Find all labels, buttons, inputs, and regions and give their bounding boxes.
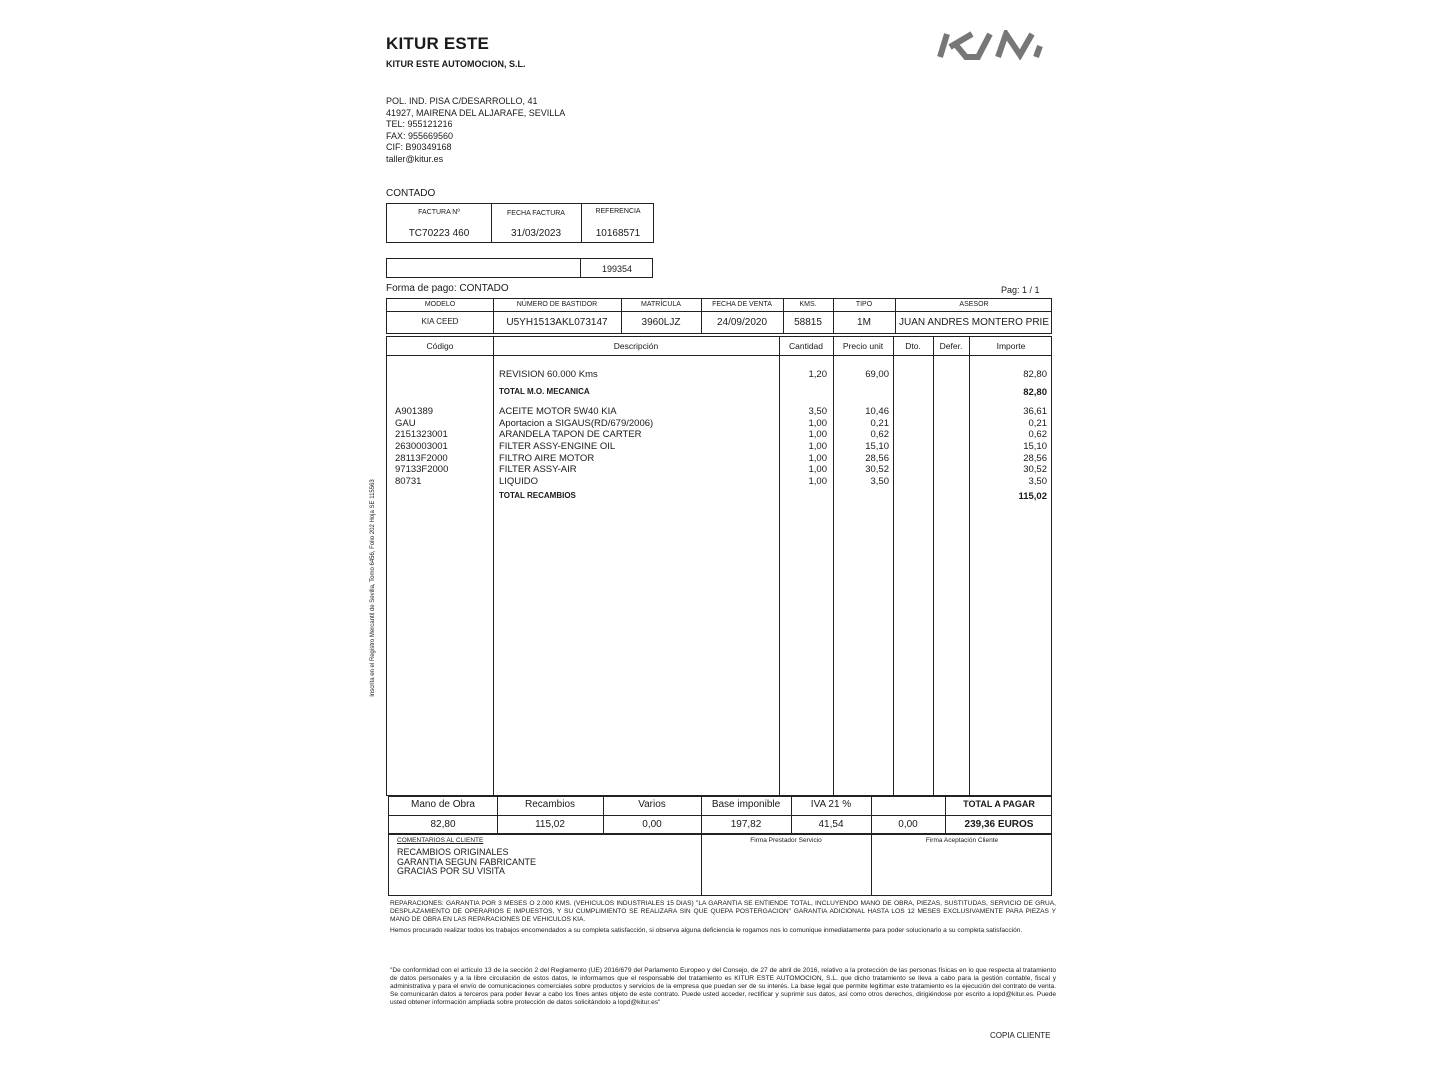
vehicle-header: TIPO [855, 301, 873, 308]
line-cell: 82,80 [1023, 387, 1047, 398]
line-cell: FILTER ASSY-AIR [499, 464, 577, 475]
totals-header: Base imponible [711, 799, 781, 810]
payment-type-label: CONTADO [386, 188, 436, 199]
invoice-header-box [386, 203, 654, 243]
company-name: KITUR ESTE [386, 34, 490, 53]
line-cell: LIQUIDO [499, 476, 539, 487]
vehicle-value: 1M [857, 317, 871, 328]
vehicle-header: FECHA DE VENTA [712, 301, 772, 308]
referencia-value: 10168571 [595, 228, 641, 239]
comment-line: RECAMBIOS ORIGINALES [397, 847, 509, 857]
line-cell: 69,00 [865, 369, 889, 380]
totals-header: IVA 21 % [810, 799, 852, 810]
line-cell: 1,00 [808, 441, 827, 452]
address-line: FAX: 955669560 [386, 130, 454, 141]
totals-header: Recambios [524, 799, 576, 810]
vehicle-header: KMS. [799, 301, 817, 308]
line-cell: 3,50 [808, 406, 827, 417]
comment-line: GRACIAS POR SU VISITA [397, 866, 505, 876]
kia-logo-icon [932, 30, 1048, 60]
line-cell: 2151323001 [395, 429, 448, 440]
vehicle-value: U5YH1513AKL073147 [506, 317, 608, 328]
comments-box [388, 834, 1052, 896]
line-cell: 2630003001 [395, 441, 448, 452]
vehicle-value: KIA CEED [421, 317, 459, 326]
factura-label: FACTURA Nº [418, 209, 460, 216]
company-address [386, 96, 565, 166]
registry-sidebar-text: Inscrita en el Registro Mercantil de Sevilla, Tomo 6456, Folio 202 Hoja SE 115563 [370, 479, 376, 697]
comment-line: GARANTIA SEGUN FABRICANTE [397, 856, 537, 867]
vehicle-value: JUAN ANDRES MONTERO PRIE [898, 317, 1050, 328]
line-cell: TOTAL RECAMBIOS [499, 491, 576, 500]
firma-cliente-label: Firma Aceptación Cliente [925, 837, 999, 844]
line-cell: Aportacion a SIGAUS(RD/679/2006) [499, 418, 654, 429]
totals-header: Mano de Obra [411, 799, 475, 810]
line-cell: 97133F2000 [395, 464, 449, 475]
line-cell: 1,00 [808, 464, 827, 475]
line-header: Defer. [939, 341, 963, 351]
forma-de-pago: Forma de pago: CONTADO [386, 283, 509, 294]
company-legal-name: KITUR ESTE AUTOMOCION, S.L. [386, 59, 526, 69]
comments-label: COMENTARIOS AL CLIENTE [397, 837, 484, 844]
firma-prestador-label: Firma Prestador Servicio [750, 837, 822, 844]
line-cell: 0,62 [870, 429, 889, 440]
line-cell: 10,46 [865, 406, 889, 417]
vehicle-value: 24/09/2020 [716, 317, 768, 328]
totals-value: 82,80 [430, 819, 456, 830]
totals-value: 0,00 [642, 819, 662, 830]
line-header: Dto. [905, 341, 921, 351]
fecha-value: 31/03/2023 [510, 228, 562, 239]
address-line: POL. IND. PISA C/DESARROLLO, 41 [386, 96, 538, 106]
line-cell: 1,00 [808, 429, 827, 440]
line-cell: 28,56 [865, 453, 889, 464]
line-cell: FILTRO AIRE MOTOR [499, 453, 595, 464]
line-cell: 0,21 [1028, 418, 1047, 429]
copy-label: COPIA CLIENTE [990, 1031, 1051, 1040]
vehicle-value: 58815 [794, 317, 822, 328]
line-cell: 80731 [395, 476, 422, 487]
line-cell: 1,00 [808, 453, 827, 464]
line-cell: ACEITE MOTOR 5W40 KIA [499, 406, 617, 417]
line-cell: 3,50 [1028, 476, 1047, 487]
vehicle-table [386, 298, 1052, 334]
warranty-text: REPARACIONES: GARANTIA POR 3 MESES O 2.000 KMS. (VEHICULOS INDUSTRIALES 15 DIAS) "LA GARANTIA SE ENTIENDE TOTAL, INCLUYENDO MANO DE OBRA, PIEZAS, SUSTITUDAS, SERVICIO DE GRUA, DESPLAZAMIENTO DE OPERARIOS E IMPUESTOS, Y SU CUMPLIMIENTO SE REALIZARA SIN QUE QUEPA POSTERGACION" GARANTIA ADICIONAL HASTA LOS 12 MESES EXCLUSIVAMENTE PARA PIEZAS Y MANO DE OBRA EN LAS REPARACIONES DE VEHICULOS KIA. [390, 900, 1056, 923]
totals-value: 197,82 [730, 819, 762, 830]
line-cell: FILTER ASSY-ENGINE OIL [499, 441, 616, 452]
secondary-box-value: 199354 [601, 264, 633, 274]
line-cell: 0,62 [1028, 429, 1047, 440]
line-cell: 0,21 [870, 418, 889, 429]
line-cell: GAU [395, 418, 416, 429]
totals-header: Varios [638, 799, 666, 810]
line-header: Código [426, 341, 454, 351]
line-cell: 82,80 [1023, 369, 1047, 380]
line-header: Cantidad [788, 341, 824, 351]
line-cell: 28113F2000 [395, 453, 448, 464]
vehicle-header: MATRÍCULA [641, 301, 681, 308]
totals-value: 0,00 [898, 819, 918, 830]
line-header: Precio unit [842, 341, 884, 351]
comments-lines [397, 848, 536, 877]
vehicle-header: ASESOR [959, 301, 989, 308]
line-cell: 30,52 [865, 464, 889, 475]
totals-header: TOTAL A PAGAR [963, 799, 1035, 809]
address-line: 41927, MAIRENA DEL ALJARAFE, SEVILLA [386, 107, 566, 118]
line-cell: 1,20 [808, 369, 827, 380]
line-cell: REVISION 60.000 Kms [499, 369, 598, 380]
lines-table [386, 336, 1052, 796]
line-cell: A901389 [395, 406, 434, 417]
satisfaction-text: Hemos procurado realizar todos los trabajos encomendados a su completa satisfacción, si observa alguna deficiencia le rogamos nos lo comunique inmediatamente para poder solucionarlo a su completa satisfacción. [390, 927, 1023, 934]
line-cell: ARANDELA TAPON DE CARTER [499, 429, 642, 440]
line-cell: 115,02 [1018, 491, 1047, 502]
vehicle-header: MODELO [424, 301, 456, 308]
line-cell: 15,10 [865, 441, 889, 452]
line-cell: TOTAL M.O. MECANICA [499, 387, 590, 396]
totals-table [388, 796, 1052, 834]
secondary-box [386, 258, 653, 278]
line-cell: 3,50 [870, 476, 889, 487]
gdpr-text: "De conformidad con el artículo 13 de la sección 2 del Reglamento (UE) 2016/679 del Parlamento Europeo y del Consejo, de 27 de abril de 2016, relativo a la protección de las personas físicas en lo que respecta al tratamiento de datos personales y a la libre circulación de estos datos, le informamos que el responsable del tratamiento es KITUR ESTE AUTOMOCION, S.L. que dicho tratamiento se lleva a cabo para la gestión contable, fiscal y administrativa y para el envío de comunicaciones comerciales sobre productos y servicios de la empresa que puedan ser de su interés. La base legal que permite legitimar este tratamiento es la ejecución del contrato de venta. Se comunicarán datos a terceros para poder llevar a cabo los fines antes objeto de este contrato. Puede usted acceder, rectificar y suprimir sus datos, así como otros derechos, dirigiéndose por escrito a lopd@kitur.es. Puede usted obtener información ampliada sobre protección de datos solicitándolo a lopd@kitur.es" [390, 967, 1056, 1006]
referencia-label: REFERENCIA [595, 208, 641, 215]
line-cell: 30,52 [1023, 464, 1047, 475]
line-cell: 28,56 [1023, 453, 1047, 464]
address-line: CIF: B90349168 [386, 142, 452, 153]
vehicle-header: NÚMERO DE BASTIDOR [516, 301, 598, 308]
factura-value: TC70223 460 [408, 228, 470, 239]
page-indicator: Pag: 1 / 1 [1001, 285, 1040, 295]
line-header: Importe [996, 341, 1026, 351]
address-line: TEL: 955121216 [386, 119, 453, 130]
totals-value: 115,02 [535, 819, 565, 830]
line-cell: 36,61 [1023, 406, 1047, 417]
line-cell: 1,00 [808, 476, 827, 487]
fecha-label: FECHA FACTURA [507, 210, 565, 217]
line-header: Descripción [613, 341, 659, 351]
line-cell: 15,10 [1023, 441, 1047, 452]
line-cell: 1,00 [808, 418, 827, 429]
vehicle-value: 3960LJZ [641, 317, 681, 328]
totals-value: 41,54 [818, 819, 844, 830]
totals-value: 239,36 EUROS [964, 819, 1034, 830]
address-line: taller@kitur.es [386, 153, 444, 164]
